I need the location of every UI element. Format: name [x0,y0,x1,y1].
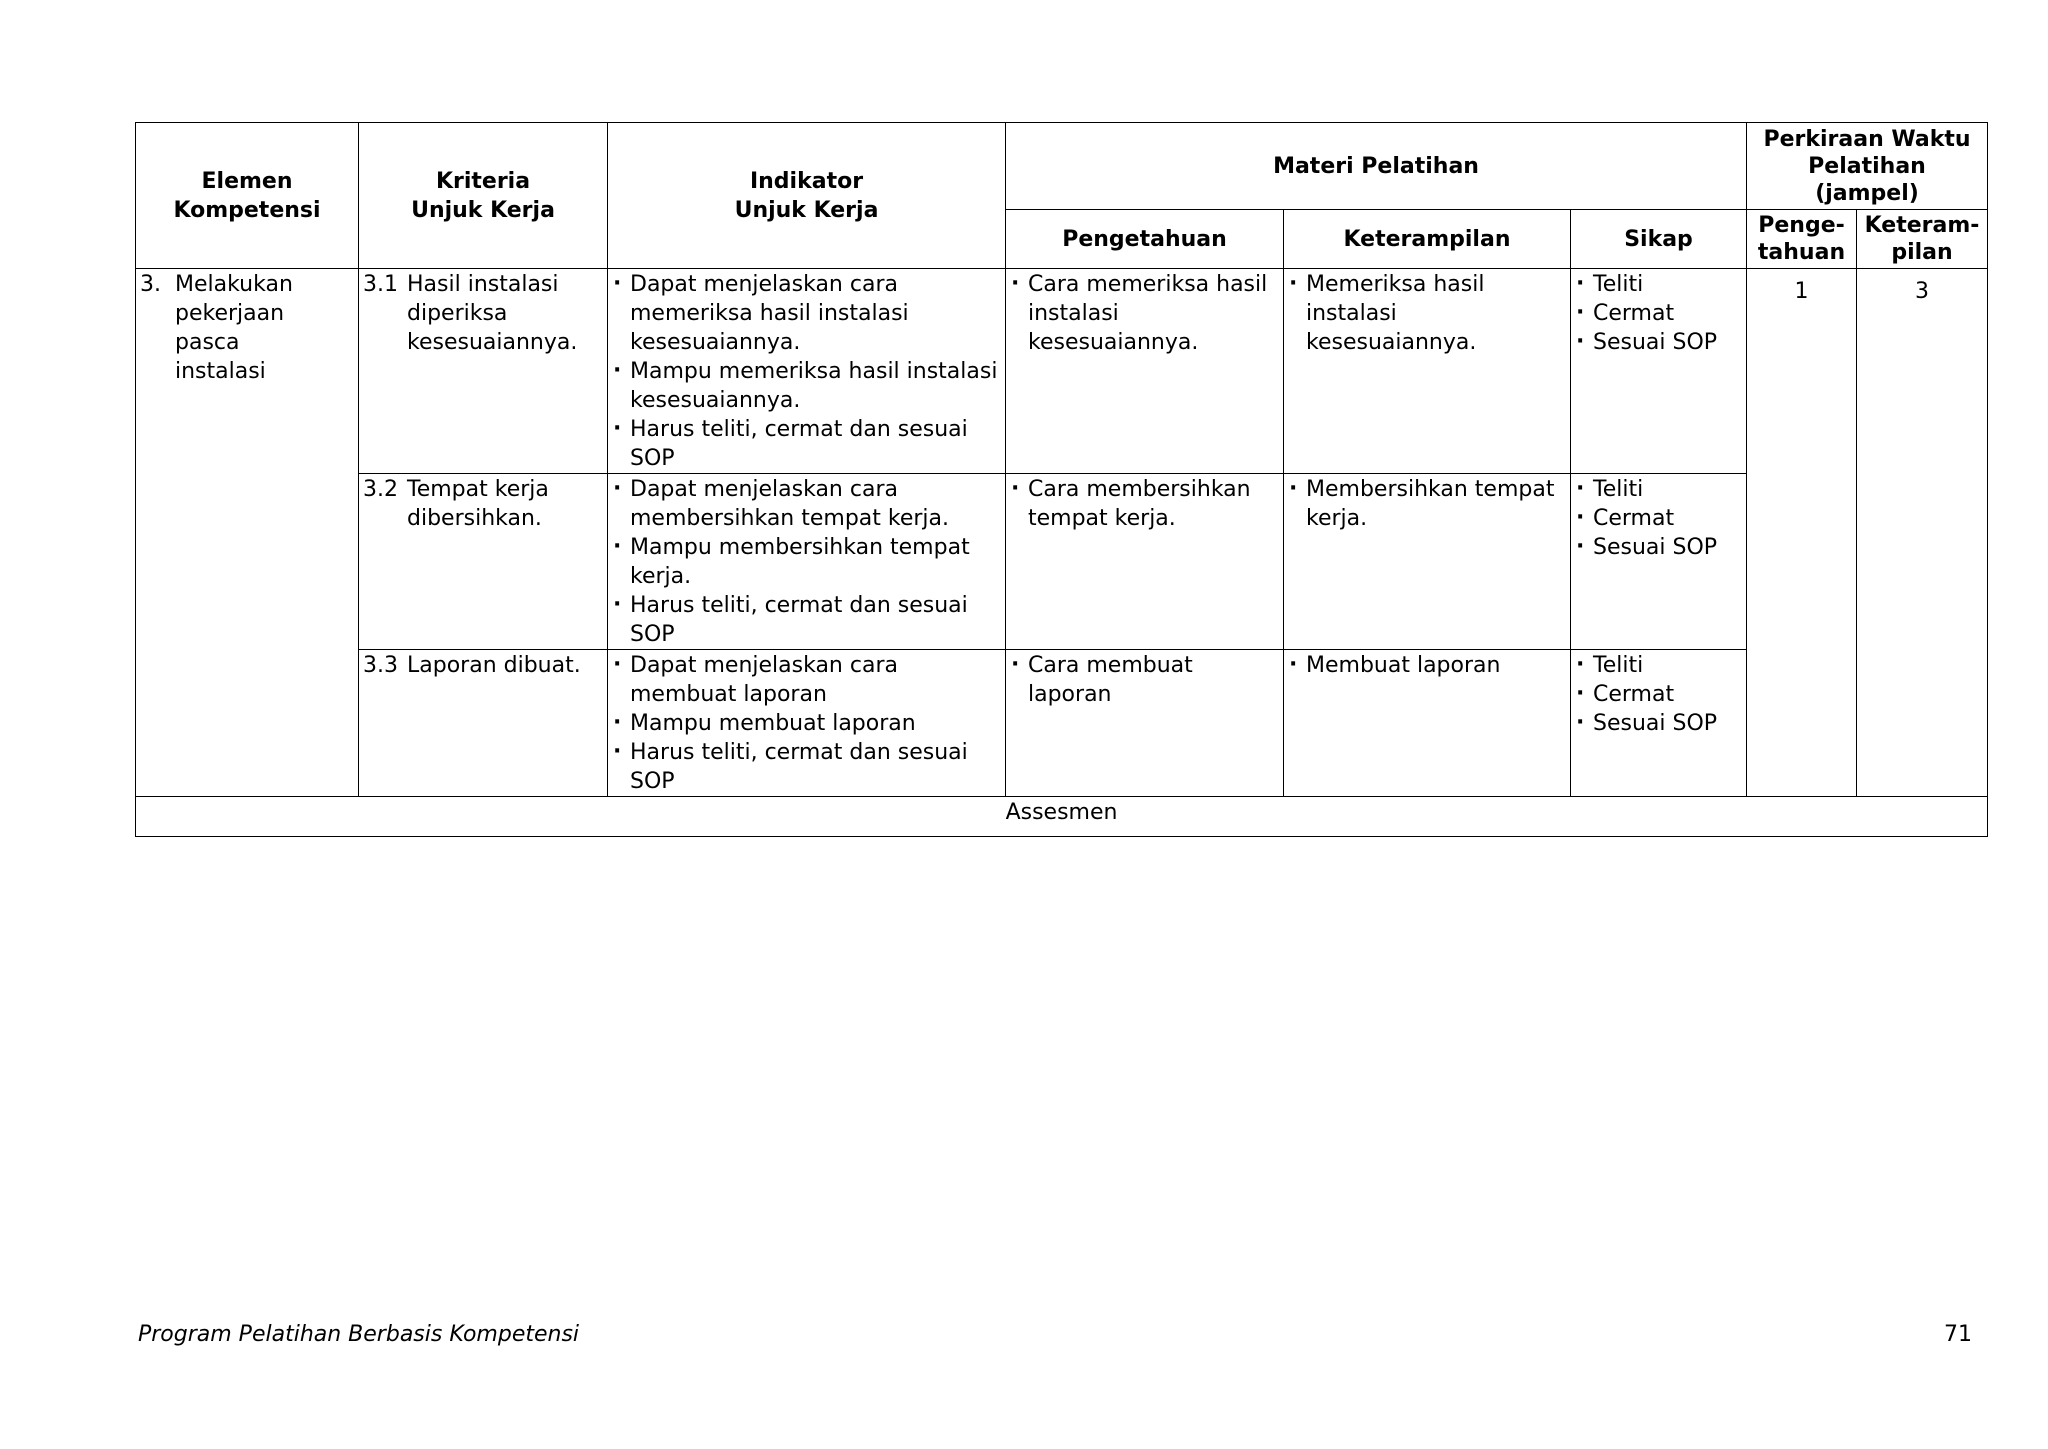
list-item: · Cara membersihkan tempat kerja. [1010,475,1279,533]
list-item: · Mampu membuat laporan [612,709,1001,738]
header-waktu-keterampilan: Keteram-pilan [1857,210,1988,269]
header-materi: Materi Pelatihan [1006,123,1747,210]
header-waktu: Perkiraan Waktu Pelatihan (jampel) [1747,123,1988,210]
elemen-label: Melakukan pekerjaan pasca instalasi [175,272,293,384]
list-item: · Teliti [1575,651,1742,680]
pengetahuan-cell [1006,269,1284,474]
header-kriteria: Kriteria Unjuk Kerja [359,123,608,269]
hours-pengetahuan: 1 [1747,269,1857,797]
list-item: · Memeriksa hasil instalasi kesesuaiannya. [1288,270,1566,357]
table-row [136,650,1988,797]
list-item: · Dapat menjelaskan cara membuat laporan [612,651,1001,709]
footer-title: Program Pelatihan Berbasis Kompetensi [138,1322,580,1347]
list-item: · Teliti [1575,270,1742,299]
list-item: · Cermat [1575,299,1742,328]
pengetahuan-cell [1006,650,1284,797]
list-item: · Cara memeriksa hasil instalasi kesesuaiannya. [1010,270,1279,357]
keterampilan-cell [1284,269,1571,474]
kuk-cell [359,474,608,650]
list-item: · Dapat menjelaskan cara membersihkan tempat kerja. [612,475,1001,533]
sikap-cell [1571,474,1747,650]
pengetahuan-cell [1006,474,1284,650]
table-row [136,269,1988,474]
kuk-text: Tempat kerja dibersihkan. [407,477,549,531]
list-item: · Membersihkan tempat kerja. [1288,475,1566,533]
kuk-number: 3.2 [363,477,398,502]
competency-table [135,122,1988,837]
kuk-text: Hasil instalasi diperiksa kesesuaiannya. [407,272,578,355]
header-elemen: Elemen Kompetensi [136,123,359,269]
header-pengetahuan: Pengetahuan [1006,210,1284,269]
assesmen-row [136,797,1988,837]
list-item: · Cermat [1575,504,1742,533]
table-row [136,474,1988,650]
list-item: · Harus teliti, cermat dan sesuai SOP [612,591,1001,649]
kuk-number: 3.1 [363,272,398,297]
sikap-cell [1571,650,1747,797]
kuk-text: Laporan dibuat. [407,653,581,678]
elemen-cell [136,269,359,797]
indikator-cell [608,650,1006,797]
list-item: · Sesuai SOP [1575,533,1742,562]
header-keterampilan: Keterampilan [1284,210,1571,269]
header-sikap: Sikap [1571,210,1747,269]
list-item: · Harus teliti, cermat dan sesuai SOP [612,415,1001,473]
list-item: · Cermat [1575,680,1742,709]
list-item: · Cara membuat laporan [1010,651,1279,709]
list-item: · Teliti [1575,475,1742,504]
kuk-cell [359,269,608,474]
list-item: · Harus teliti, cermat dan sesuai SOP [612,738,1001,796]
keterampilan-cell [1284,650,1571,797]
list-item: · Mampu memeriksa hasil instalasi kesesuaiannya. [612,357,1001,415]
elemen-number: 3. [140,272,161,297]
indikator-cell [608,474,1006,650]
assesmen-label: Assesmen [136,797,1988,837]
list-item: · Sesuai SOP [1575,709,1742,738]
header-indikator: Indikator Unjuk Kerja [608,123,1006,269]
hours-keterampilan: 3 [1857,269,1988,797]
list-item: · Membuat laporan [1288,651,1566,680]
kuk-cell [359,650,608,797]
indikator-cell [608,269,1006,474]
keterampilan-cell [1284,474,1571,650]
sikap-cell [1571,269,1747,474]
page-number: 71 [1944,1322,1972,1347]
header-waktu-pengetahuan: Penge-tahuan [1747,210,1857,269]
list-item: · Dapat menjelaskan cara memeriksa hasil instalasi kesesuaiannya. [612,270,1001,357]
kuk-number: 3.3 [363,653,398,678]
list-item: · Mampu membersihkan tempat kerja. [612,533,1001,591]
list-item: · Sesuai SOP [1575,328,1742,357]
